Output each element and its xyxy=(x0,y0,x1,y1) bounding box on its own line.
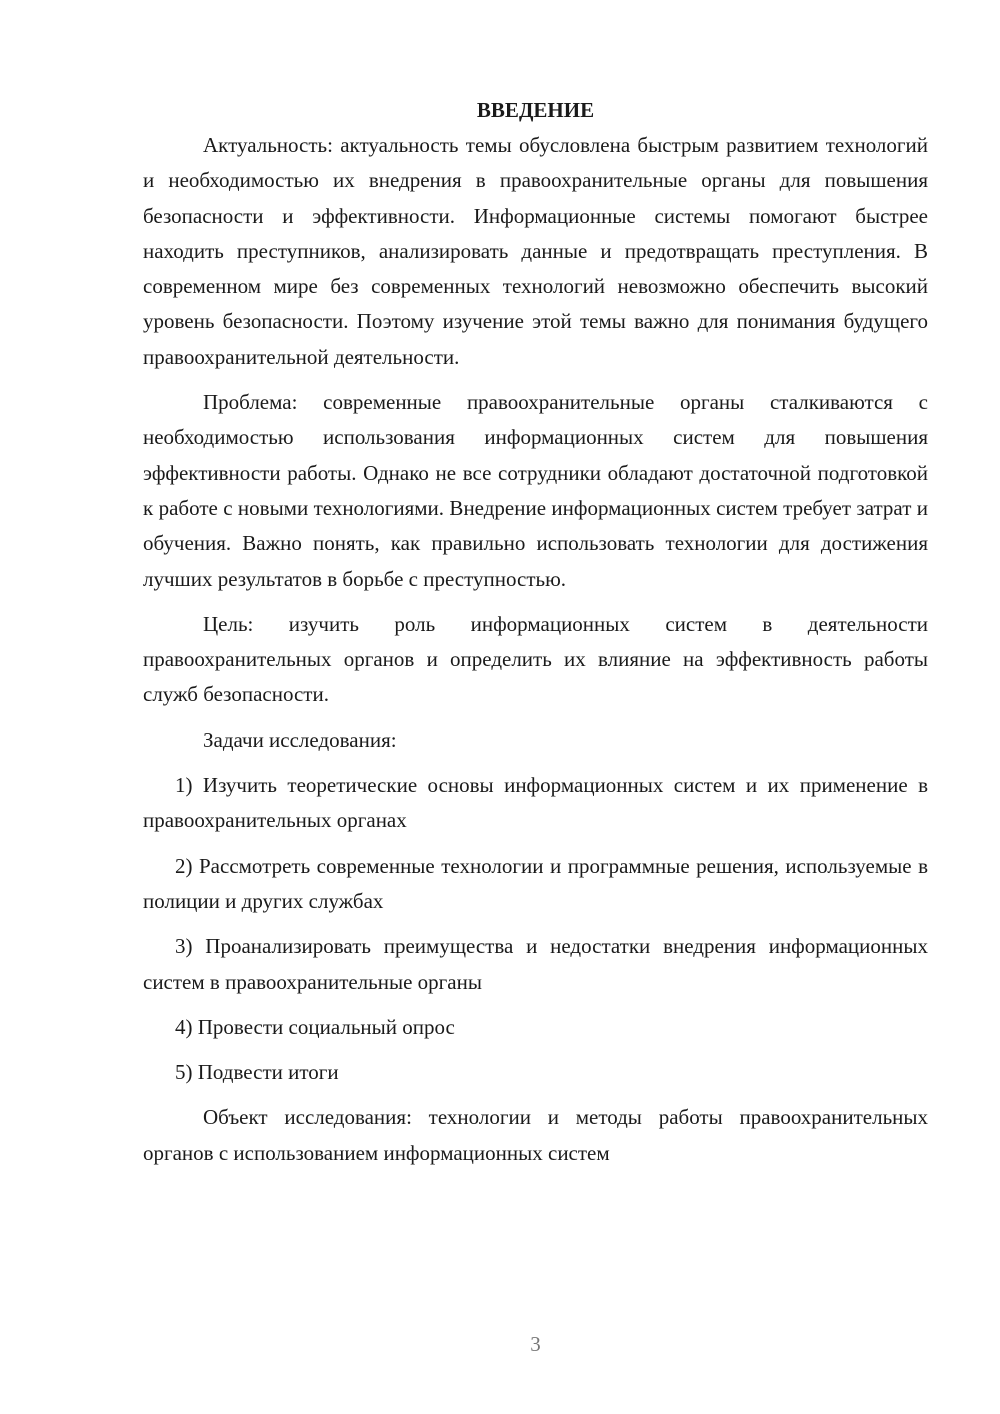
document-page xyxy=(143,95,928,1171)
task-item: 5) Подвести итоги xyxy=(175,1060,339,1085)
tasks-heading: Задачи исследования: xyxy=(203,727,397,752)
task-item: 3) Проанализировать преимущества и недостатки внедрения информационных систем в правоохранительные органы xyxy=(143,934,928,994)
page-number: 3 xyxy=(530,1332,541,1356)
task-item: 2) Рассмотреть современные технологии и программные решения, используемые в полиции и других службах xyxy=(143,853,928,913)
task-item: 1) Изучить теоретические основы информационных систем и их применение в правоохранительных органах xyxy=(143,773,928,833)
page-title: ВВЕДЕНИЕ xyxy=(476,98,595,122)
relevance-paragraph: Актуальность: актуальность темы обусловлена быстрым развитием технологий и необходимостью их внедрения в правоохранительные органы для повышения безопасности и эффективности. Информационные системы помогают быстрее находить преступников, анализировать данные и предотвращать преступления. В современном мире без современных технологий невозможно обеспечить высокий уровень безопасности. Поэтому изучение этой темы важно для понимания будущего правоохранительной деятельности. xyxy=(143,133,928,369)
problem-paragraph: Проблема: современные правоохранительные органы сталкиваются с необходимостью использования информационных систем для повышения эффективности работы. Однако не все сотрудники обладают достаточной подготовкой к работе с новыми технологиями. Внедрение информационных систем требует затрат и обучения. Важно понять, как правильно использовать технологии для достижения лучших результатов в борьбе с преступностью. xyxy=(143,390,928,591)
goal-paragraph: Цель: изучить роль информационных систем в деятельности правоохранительных органов и определить их влияние на эффективность работы служб безопасности. xyxy=(143,611,928,707)
object-paragraph: Объект исследования: технологии и методы работы правоохранительных органов с использованием информационных систем xyxy=(143,1105,928,1165)
task-item: 4) Провести социальный опрос xyxy=(175,1014,455,1039)
